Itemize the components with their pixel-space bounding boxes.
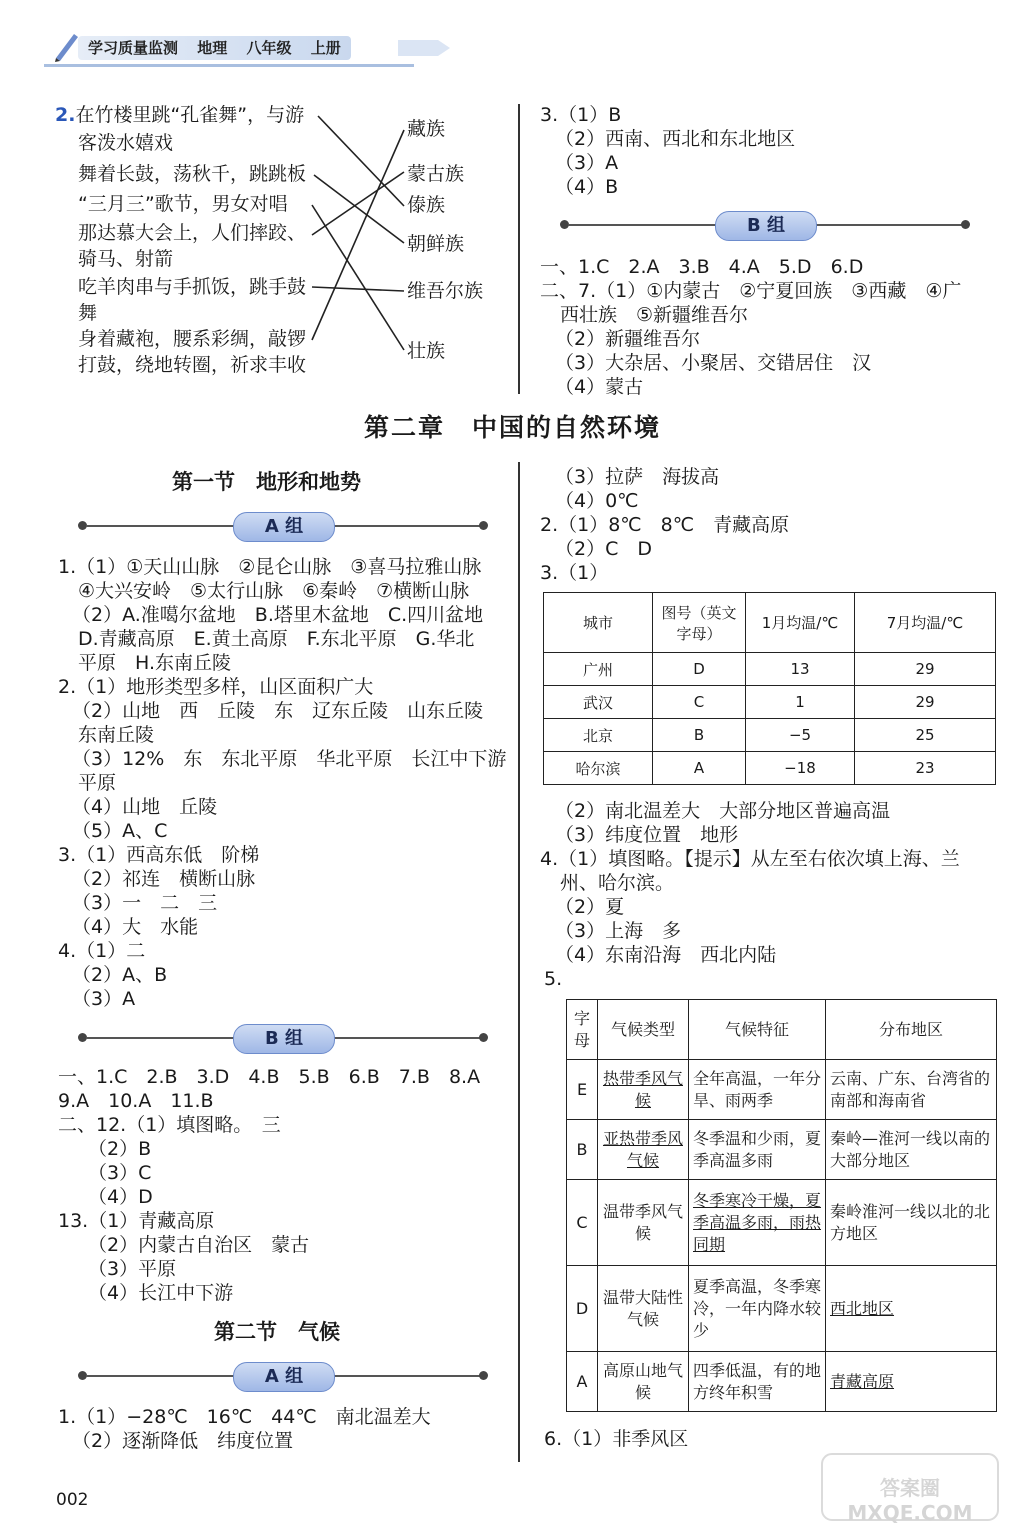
group-a-badge: A 组 — [233, 512, 335, 542]
t1-cell: 29 — [855, 653, 996, 686]
matching-right-2: 傣族 — [407, 194, 446, 216]
t2-cell: 青藏高原 — [826, 1352, 997, 1412]
matching-left-9: 打鼓，绕地转圈，祈求丰收 — [78, 354, 307, 376]
header-title: 学习质量监测 — [88, 39, 179, 57]
s1b-line-7: （2）内蒙古自治区 蒙古 — [88, 1234, 310, 1256]
rc-top-4: 3.（1） — [540, 562, 609, 584]
t1-cell: −18 — [746, 752, 855, 785]
t2-cell: 全年高温，一年分旱、雨两季 — [689, 1060, 826, 1120]
t1-cell: 29 — [855, 686, 996, 719]
t1-cell: C — [653, 686, 746, 719]
t1-cell: B — [653, 719, 746, 752]
t2-cell: 亚热带季风气候 — [598, 1120, 689, 1180]
t1-header-jan: 1月均温/℃ — [746, 593, 855, 653]
t1-cell: 23 — [855, 752, 996, 785]
rc-mid-4: （2）夏 — [555, 896, 625, 918]
q3-line-1: （2）西南、西北和东北地区 — [555, 128, 796, 150]
s1b-line-2: 二、12.（1）填图略。 三 — [58, 1114, 281, 1136]
s1a-line-9: 平原 — [78, 772, 117, 794]
s1a-line-3: D.青藏高原 E.黄土高原 F.东北平原 G.华北 — [78, 628, 475, 650]
header-grade: 八年级 — [246, 39, 292, 57]
column-divider-top — [518, 104, 520, 394]
rc-top-0: （3）拉萨 海拔高 — [555, 466, 720, 488]
s1a-line-12: 3.（1）西高东低 阶梯 — [58, 844, 260, 866]
group-b-banner-top — [560, 211, 970, 239]
matching-left-2: 舞着长鼓，荡秋千，跳跳板 — [78, 163, 307, 185]
t2-header-type: 气候类型 — [598, 1000, 689, 1060]
watermark-text: 答案圈 MXQE.COM — [847, 1476, 973, 1525]
header-subject: 地理 — [197, 39, 228, 57]
s1a-line-0: 1.（1）①天山山脉 ②昆仑山脉 ③喜马拉雅山脉 — [58, 556, 482, 578]
t1-cell: 武汉 — [544, 686, 653, 719]
group-b-badge: B 组 — [715, 211, 817, 241]
s1a-line-6: （2）山地 西 丘陵 东 辽东丘陵 山东丘陵 — [72, 700, 484, 722]
section2-title: 第二节 气候 — [214, 1320, 340, 1344]
t1-cell: 25 — [855, 719, 996, 752]
s1b-line-6: 13.（1）青藏高原 — [58, 1210, 215, 1232]
s1a-line-13: （2）祁连 横断山脉 — [72, 868, 256, 890]
t2-cell: C — [567, 1180, 598, 1266]
s2a-line-0: 1.（1）−28℃ 16℃ 44℃ 南北温差大 — [58, 1406, 431, 1428]
rc-mid-1: （3）纬度位置 地形 — [555, 824, 739, 846]
chapter-title: 第二章 中国的自然环境 — [363, 413, 661, 442]
t1-cell: 13 — [746, 653, 855, 686]
group-b-banner-1 — [78, 1024, 488, 1052]
rc-mid-3: 州、哈尔滨。 — [560, 872, 675, 894]
t2-cell: D — [567, 1266, 598, 1352]
b-line-1: 二、7.（1）①内蒙古 ②宁夏回族 ③西藏 ④广 — [540, 280, 962, 302]
t2-cell: 温带季风气候 — [598, 1180, 689, 1266]
banner-dot-right — [479, 521, 488, 530]
section1-title: 第一节 地形和地势 — [172, 470, 361, 494]
t1-header-city: 城市 — [544, 593, 653, 653]
matching-left-5: 骑马、射箭 — [78, 248, 174, 270]
t2-cell: 秦岭淮河一线以北的北方地区 — [826, 1180, 997, 1266]
s2a-line-1: （2）逐渐降低 纬度位置 — [72, 1430, 294, 1452]
matching-left-3: “三月三”歌节，男女对唱 — [78, 193, 288, 215]
s1b-line-0: 一、1.C 2.B 3.D 4.B 5.B 6.B 7.B 8.A — [58, 1066, 481, 1088]
t2-cell: A — [567, 1352, 598, 1412]
s1a-line-2: （2）A.准噶尔盆地 B.塔里木盆地 C.四川盆地 — [72, 604, 484, 626]
b-line-5: （4）蒙古 — [555, 376, 644, 398]
matching-lines — [0, 0, 520, 400]
s1b-line-5: （4）D — [88, 1186, 153, 1208]
table-row — [567, 1060, 997, 1120]
matching-left-7: 舞 — [78, 302, 98, 324]
rc-top-3: （2）C D — [555, 538, 652, 560]
table-row — [567, 1120, 997, 1180]
matching-right-5: 壮族 — [407, 340, 446, 362]
watermark — [820, 1452, 1000, 1525]
table-row — [567, 1266, 997, 1352]
t2-cell: 夏季高温，冬季寒冷，一年内降水较少 — [689, 1266, 826, 1352]
table-row — [567, 1352, 997, 1412]
matching-left-1: 客泼水嬉戏 — [78, 132, 174, 154]
temperature-table — [543, 592, 996, 785]
rc-mid-5: （3）上海 多 — [555, 920, 682, 942]
t2-cell: 高原山地气候 — [598, 1352, 689, 1412]
t2-cell: 热带季风气候 — [598, 1060, 689, 1120]
climate-table — [566, 999, 997, 1412]
t2-cell: 冬季寒冷干燥，夏季高温多雨，雨热同期 — [689, 1180, 826, 1266]
t1-cell: −5 — [746, 719, 855, 752]
matching-right-1: 蒙古族 — [407, 163, 465, 185]
t1-header-jul: 7月均温/℃ — [855, 593, 996, 653]
t2-cell: 秦岭—淮河一线以南的大部分地区 — [826, 1120, 997, 1180]
matching-left-8: 身着藏袍，腰系彩绸，敲锣 — [78, 328, 307, 350]
s1a-line-5: 2.（1）地形类型多样，山区面积广大 — [58, 676, 374, 698]
s1a-line-18: （3）A — [72, 988, 136, 1010]
banner-dot-right — [479, 1371, 488, 1380]
t2-header-region: 分布地区 — [826, 1000, 997, 1060]
t2-header-feature: 气候特征 — [689, 1000, 826, 1060]
matching-right-4: 维吾尔族 — [407, 280, 484, 302]
matching-left-6: 吃羊肉串与手抓饭，跳手鼓 — [78, 276, 307, 298]
b-line-4: （3）大杂居、小聚居、交错居住 汉 — [555, 352, 872, 374]
table-row — [544, 653, 996, 686]
match-line-zhuang — [312, 205, 404, 350]
t2-header-letter: 字母 — [567, 1000, 598, 1060]
s1a-line-14: （3）一 二 三 — [72, 892, 218, 914]
t1-cell: A — [653, 752, 746, 785]
banner-dot-right — [479, 1033, 488, 1042]
group-b-badge: B 组 — [233, 1024, 335, 1054]
t2-cell: B — [567, 1120, 598, 1180]
q3-line-2: （3）A — [555, 152, 619, 174]
t1-cell: 1 — [746, 686, 855, 719]
t1-cell: D — [653, 653, 746, 686]
group-a-banner-2 — [78, 1362, 488, 1390]
s1a-line-15: （4）大 水能 — [72, 916, 199, 938]
b-line-3: （2）新疆维吾尔 — [555, 328, 701, 350]
b-line-2: 西壮族 ⑤新疆维吾尔 — [560, 304, 749, 326]
rc-top-2: 2.（1）8℃ 8℃ 青藏高原 — [540, 514, 790, 536]
t1-cell: 北京 — [544, 719, 653, 752]
rc-mid-2: 4.（1）填图略。【提示】从左至右依次填上海、兰 — [540, 848, 960, 870]
s1a-line-7: 东南丘陵 — [78, 724, 155, 746]
s1b-line-9: （4）长江中下游 — [88, 1282, 234, 1304]
matching-number: 2. — [55, 104, 76, 126]
match-line-weiwuer — [312, 287, 404, 291]
t1-cell: 广州 — [544, 653, 653, 686]
table-row — [544, 686, 996, 719]
match-line-menggu — [312, 172, 404, 235]
rc-mid-7: 5. — [544, 968, 563, 990]
t2-cell: 冬季温和少雨，夏季高温多雨 — [689, 1120, 826, 1180]
group-a-banner-1 — [78, 512, 488, 540]
s1b-line-4: （3）C — [88, 1162, 152, 1184]
t2-cell: 四季低温，有的地方终年积雪 — [689, 1352, 826, 1412]
s1b-line-3: （2）B — [88, 1138, 152, 1160]
s1b-line-8: （3）平原 — [88, 1258, 177, 1280]
matching-right-0: 藏族 — [407, 118, 446, 140]
table-row — [544, 752, 996, 785]
q3-line-0: 3.（1）B — [540, 104, 622, 126]
matching-left-4: 那达慕大会上，人们摔跤、 — [78, 222, 307, 244]
page-number: 002 — [56, 1490, 89, 1510]
t2-cell: 温带大陆性气候 — [598, 1266, 689, 1352]
t1-cell: 哈尔滨 — [544, 752, 653, 785]
s1a-line-4: 平原 H.东南丘陵 — [78, 652, 231, 674]
match-line-zang — [312, 130, 404, 340]
b-line-0: 一、1.C 2.A 3.B 4.A 5.D 6.D — [540, 256, 864, 278]
s1a-line-10: （4）山地 丘陵 — [72, 796, 218, 818]
column-divider-main — [518, 462, 520, 1462]
rc-last: 6.（1）非季风区 — [544, 1428, 689, 1450]
s1b-line-1: 9.A 10.A 11.B — [58, 1090, 214, 1112]
banner-dot-right — [961, 220, 970, 229]
rc-top-1: （4）0℃ — [555, 490, 639, 512]
q3-line-3: （4）B — [555, 176, 619, 198]
t2-cell: 西北地区 — [826, 1266, 997, 1352]
table-row — [567, 1180, 997, 1266]
rc-mid-0: （2）南北温差大 大部分地区普遍高温 — [555, 800, 891, 822]
matching-right-3: 朝鲜族 — [407, 233, 465, 255]
table-row — [544, 719, 996, 752]
s1a-line-11: （5）A、C — [72, 820, 168, 842]
t1-header-map: 图号（英文字母） — [653, 593, 746, 653]
matching-left-0: 2.在竹楼里跳“孔雀舞”，与游 — [55, 104, 305, 126]
group-a-badge: A 组 — [233, 1362, 335, 1392]
header-volume: 上册 — [310, 39, 341, 57]
t2-cell: E — [567, 1060, 598, 1120]
t2-cell: 云南、广东、台湾省的南部和海南省 — [826, 1060, 997, 1120]
s1a-line-17: （2）A、B — [72, 964, 168, 986]
s1a-line-16: 4.（1）二 — [58, 940, 146, 962]
s1a-line-8: （3）12% 东 东北平原 华北平原 长江中下游 — [72, 748, 507, 770]
s1a-line-1: ④大兴安岭 ⑤太行山脉 ⑥秦岭 ⑦横断山脉 — [78, 580, 470, 602]
rc-mid-6: （4）东南沿海 西北内陆 — [555, 944, 777, 966]
